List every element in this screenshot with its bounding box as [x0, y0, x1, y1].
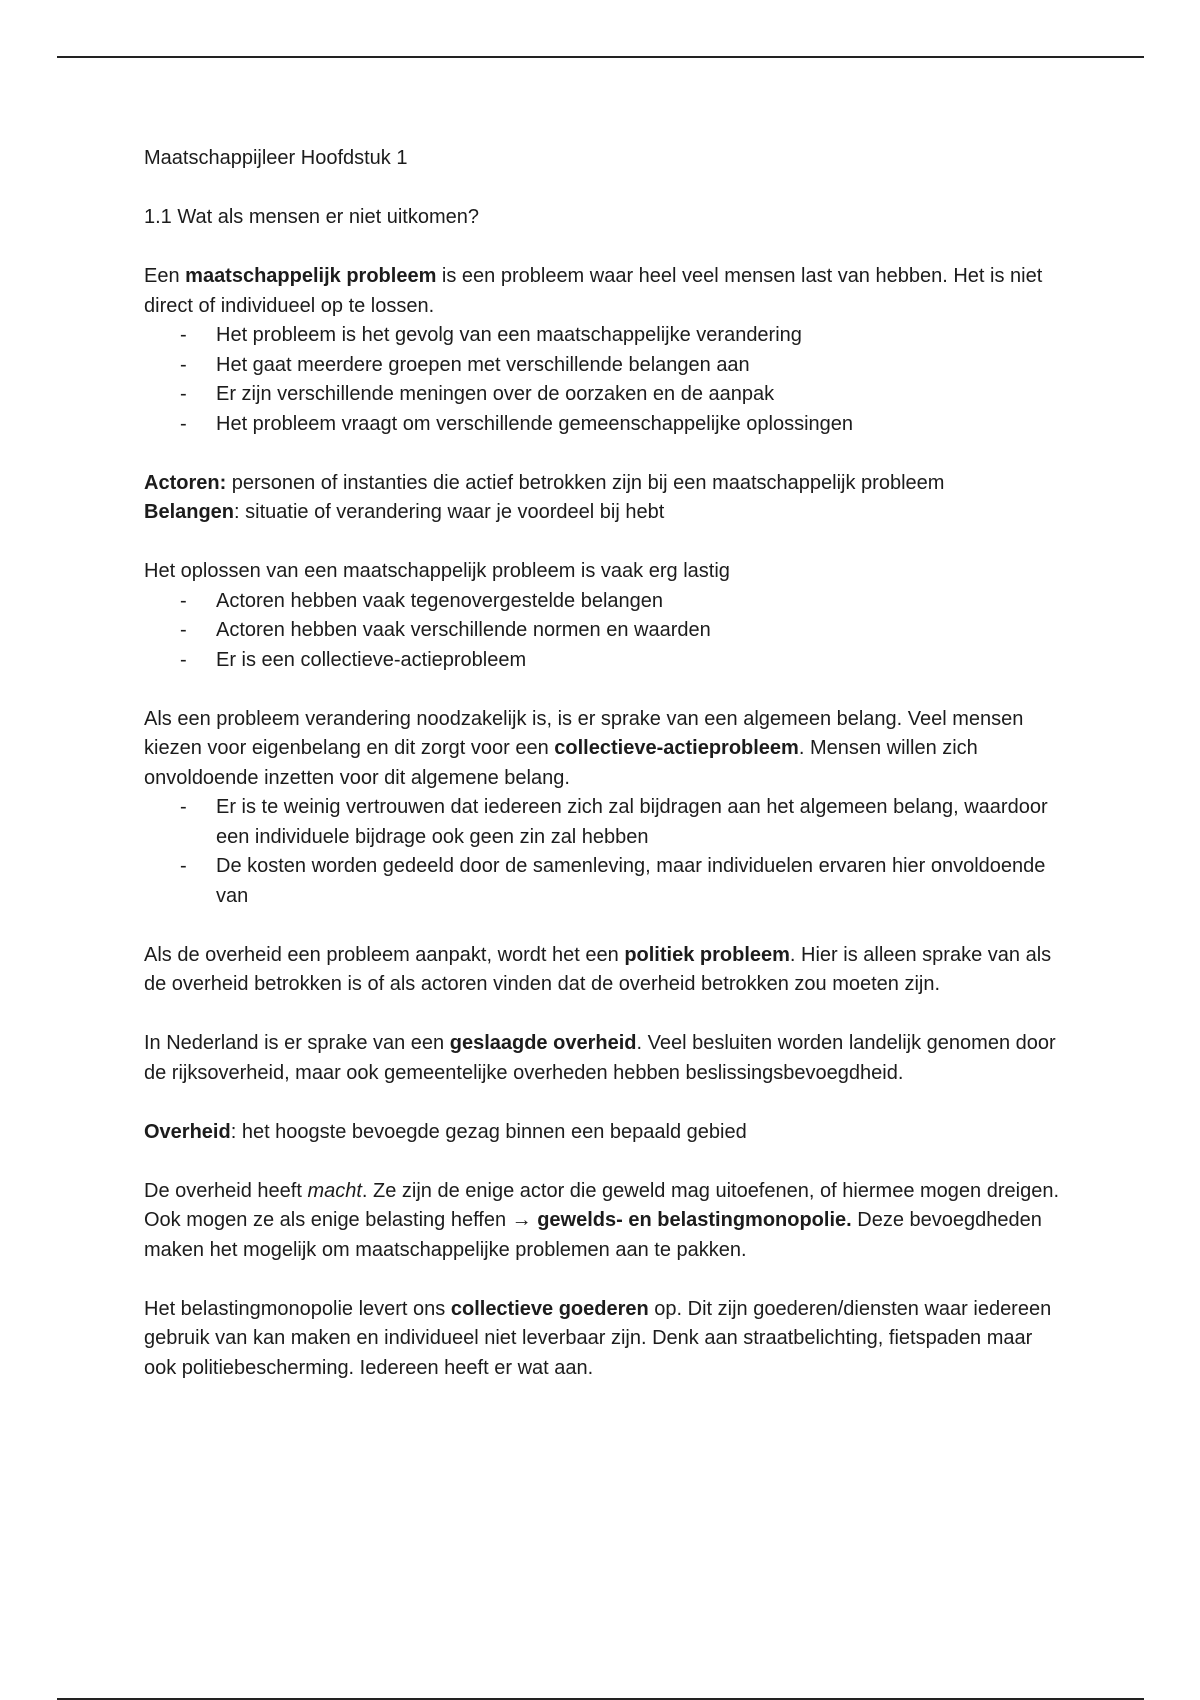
section-heading: 1.1 Wat als mensen er niet uitkomen? [144, 206, 479, 228]
list-item: - De kosten worden gedeeld door de samenleving, maar individuelen ervaren hier onvoldoende van [180, 855, 1046, 907]
list-item: - Het probleem is het gevolg van een maatschappelijke verandering [180, 324, 802, 346]
document-body [144, 144, 1064, 1383]
list-oorzaken [144, 587, 1064, 676]
arrow-icon: → [511, 1209, 532, 1231]
term-collectieve-actieprobleem: collectieve-actieprobleem [554, 737, 799, 759]
list-item: - Er is een collectieve-actieprobleem [180, 648, 527, 671]
paragraph-macht: De overheid heeft macht. Ze zijn de enige actor die geweld mag uitoefenen, of hiermee mogen dreigen. Ook mogen ze als enige belasting heffen → gewelds- en belastingmonopolie. Deze bevoegdheden maken het mogelijk om maatschappelijke problemen aan te pakken. [144, 1179, 1060, 1261]
definition-actoren: Actoren: personen of instanties die actief betrokken zijn bij een maatschappelijk probleem [144, 471, 945, 494]
paragraph-oplossen: Het oplossen van een maatschappelijk probleem is vaak erg lastig [144, 560, 730, 582]
term-politiek-probleem: politiek probleem [624, 943, 790, 966]
list-item: - Er is te weinig vertrouwen dat iedereen zich zal bijdragen aan het algemeen belang, waardoor een individuele bijdrage ook geen zin zal hebben [180, 796, 1048, 848]
term-macht: macht [307, 1179, 362, 1202]
paragraph-politiek-probleem: Als de overheid een probleem aanpakt, wordt het een politiek probleem. Hier is alleen sprake van als de overheid betrokken is of als actoren vinden dat de overheid betrokken zou moeten zijn. [144, 943, 1052, 995]
list-item: - Het gaat meerdere groepen met verschillende belangen aan [180, 353, 750, 376]
term-geslaagde-overheid: geslaagde overheid [449, 1032, 637, 1054]
paragraph-collectieve-goederen: Het belastingmonopolie levert ons collectieve goederen op. Dit zijn goederen/diensten waar iedereen gebruik van kan maken en individueel niet leverbaar zijn. Denk aan straatbelichting, fietspaden maar ook politiebescherming. Iedereen heeft er wat aan. [144, 1297, 1052, 1379]
list-item: - Het probleem vraagt om verschillende gemeenschappelijke oplossingen [180, 412, 854, 435]
term-gewelds-belastingmonopolie: gewelds- en belastingmonopolie. [531, 1209, 852, 1231]
term-actoren: Actoren: [144, 471, 227, 494]
definition-belangen: Belangen: situatie of verandering waar je voordeel bij hebt [144, 501, 665, 523]
paragraph-geslaagde-overheid: In Nederland is er sprake van een geslaagde overheid. Veel besluiten worden landelijk genomen door de rijksoverheid, maar ook gemeentelijke overheden hebben beslissingsbevoegdheid. [144, 1032, 1056, 1084]
term-collectieve-goederen: collectieve goederen [450, 1297, 649, 1320]
term-maatschappelijk-probleem: maatschappelijk probleem [185, 265, 437, 287]
list-redenen [144, 793, 1064, 911]
list-item: - Er zijn verschillende meningen over de oorzaken en de aanpak [180, 383, 775, 405]
paragraph-collectieve-actieprobleem: Als een probleem verandering noodzakelijk is, is er sprake van een algemeen belang. Veel mensen kiezen voor eigenbelang en dit zorgt voor een collectieve-actieprobleem. Mensen willen zich onvoldoende inzetten voor dit algemene belang. [144, 707, 1024, 789]
term-belangen: Belangen [144, 501, 235, 523]
list-kenmerken [144, 321, 1064, 439]
paragraph-maatschappelijk-probleem: Een maatschappelijk probleem is een probleem waar heel veel mensen last van hebben. Het is niet direct of individueel op te lossen. [144, 265, 1043, 317]
header-rule [57, 56, 1144, 58]
list-item: - Actoren hebben vaak verschillende normen en waarden [180, 619, 711, 641]
document-title: Maatschappijleer Hoofdstuk 1 [144, 147, 408, 169]
term-overheid: Overheid [144, 1120, 231, 1143]
list-item: - Actoren hebben vaak tegenovergestelde belangen [180, 589, 664, 612]
definition-overheid: Overheid: het hoogste bevoegde gezag binnen een bepaald gebied [144, 1120, 747, 1143]
